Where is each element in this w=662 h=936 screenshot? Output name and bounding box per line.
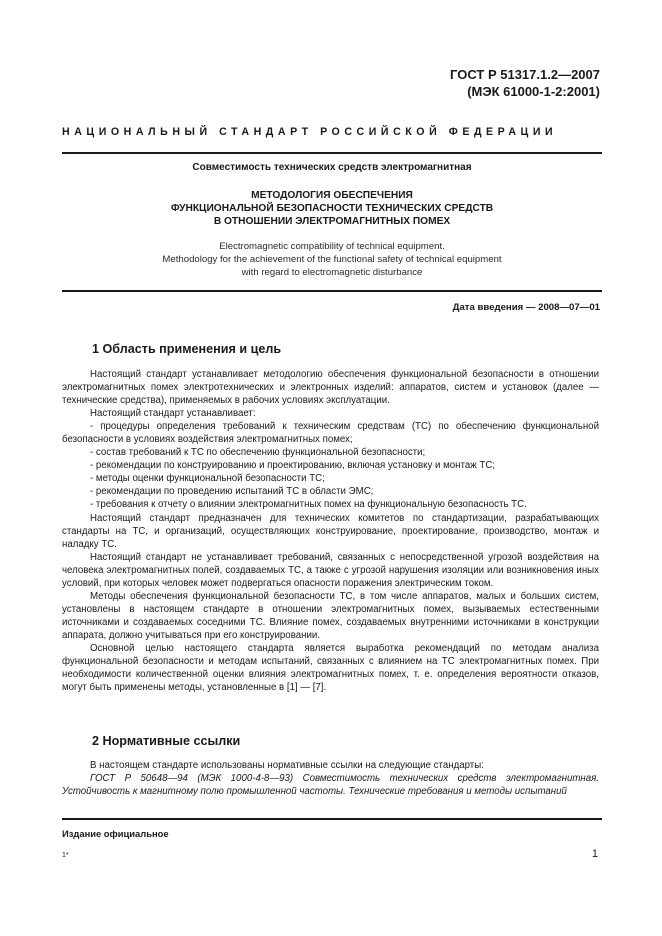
paragraph: Настоящий стандарт устанавливает:: [90, 408, 256, 420]
edition-label: Издание официальное: [62, 828, 169, 839]
standard-code: ГОСТ Р 51317.1.2—2007: [450, 67, 600, 82]
header-rule: [62, 152, 602, 154]
title-line: В ОТНОШЕНИИ ЭЛЕКТРОМАГНИТНЫХ ПОМЕХ: [213, 216, 451, 227]
document-title: [62, 189, 602, 228]
list-item: - методы оценки функциональной безопасности ТС;: [90, 473, 325, 485]
normative-reference: ГОСТ Р 50648—94 (МЭК 1000-4-8—93) Совместимость технических средств электромагнитная. Устойчивость к магнитному полю промышленной частоты. Технические требования и методы испытаний: [62, 773, 599, 798]
title-line: ФУНКЦИОНАЛЬНОЙ БЕЗОПАСНОСТИ ТЕХНИЧЕСКИХ СРЕДСТВ: [170, 203, 494, 214]
english-title-line: with regard to electromagnetic disturbance: [241, 267, 423, 278]
iec-code: (МЭК 61000-1-2:2001): [467, 84, 600, 99]
section-1-body: [62, 368, 599, 694]
paragraph: Настоящий стандарт предназначен для технических комитетов по стандартизации, разрабатывающих стандарты на ТС, и организаций, осуществляющих конструирование, проектирование, производство, монтаж и наладку ТС.: [62, 512, 599, 550]
list-item: - состав требований к ТС по обеспечению функциональной безопасности;: [90, 447, 426, 459]
paragraph: В настоящем стандарте использованы нормативные ссылки на следующие стандарты:: [90, 760, 484, 771]
page-number: 1: [591, 848, 598, 860]
title-line: МЕТОДОЛОГИЯ ОБЕСПЕЧЕНИЯ: [251, 190, 413, 201]
paragraph: Методы обеспечения функциональной безопасности ТС, в том числе аппаратов, малых и больших систем, установлены в настоящем стандарте в отношении электромагнитных помех, вызываемых естественными источниками и создаваемых соседними ТС. Влияние помех, создаваемых внутренними источниками в конструкции аппарата, должно учитываться при его конструировании.: [62, 590, 599, 641]
list-item: - процедуры определения требований к техническим средствам (ТС) по обеспечению функциональной безопасности в условиях воздействия электромагнитных помех;: [62, 421, 599, 446]
list-item: - требования к отчету о влиянии электромагнитных помех на функциональную безопасность ТС.: [90, 499, 527, 511]
paragraph: Настоящий стандарт устанавливает методологию обеспечения функциональной безопасности в отношении электромагнитных помех электротехнических и электронных изделий: аппаратов, систем и установок (далее — технические средства), применяемых в рабочих условиях эксплуатации.: [62, 369, 599, 407]
signature-mark: 1*: [62, 852, 69, 859]
paragraph: Основной целью настоящего стандарта является выработка рекомендаций по методам анализа функциональной безопасности и методам испытаний, связанных с влиянием на ТС электромагнитных помех. При необходимости количественной оценки влияния электромагнитных помех, т. е. определения вероятности отказов, могут быть применены методы, установленные в [1] — [7].: [62, 642, 599, 694]
section-1-heading: 1 Область применения и цель: [92, 342, 282, 356]
english-title-line: Methodology for the achievement of the functional safety of technical equipment: [162, 254, 502, 265]
subject-line: Совместимость технических средств электромагнитная: [192, 162, 472, 173]
section-2-heading: 2 Нормативные ссылки: [92, 734, 241, 748]
standard-designation: [450, 66, 600, 100]
introduction-date: Дата введения — 2008—07—01: [452, 302, 600, 313]
english-title-line: Electromagnetic compatibility of technical equipment.: [219, 241, 445, 252]
english-title: [62, 240, 602, 279]
section-2-body: [62, 759, 599, 798]
list-item: - рекомендации по проведению испытаний ТС в области ЭМС;: [90, 486, 374, 498]
footer-rule: [62, 818, 602, 820]
title-rule: [62, 290, 602, 292]
list-item: - рекомендации по конструированию и проектированию, включая установку и монтаж ТС;: [90, 460, 496, 472]
paragraph: Настоящий стандарт не устанавливает требований, связанных с непосредственной угрозой воздействия на человека электромагнитных полей, создаваемых ТС, а также с угрозой нарушения изоляции или возникновения иных условий, при которых человек может подвергаться опасности поражения электрическим током.: [62, 551, 599, 589]
national-standard-title: НАЦИОНАЛЬНЫЙ СТАНДАРТ РОССИЙСКОЙ ФЕДЕРАЦИИ: [62, 126, 558, 138]
